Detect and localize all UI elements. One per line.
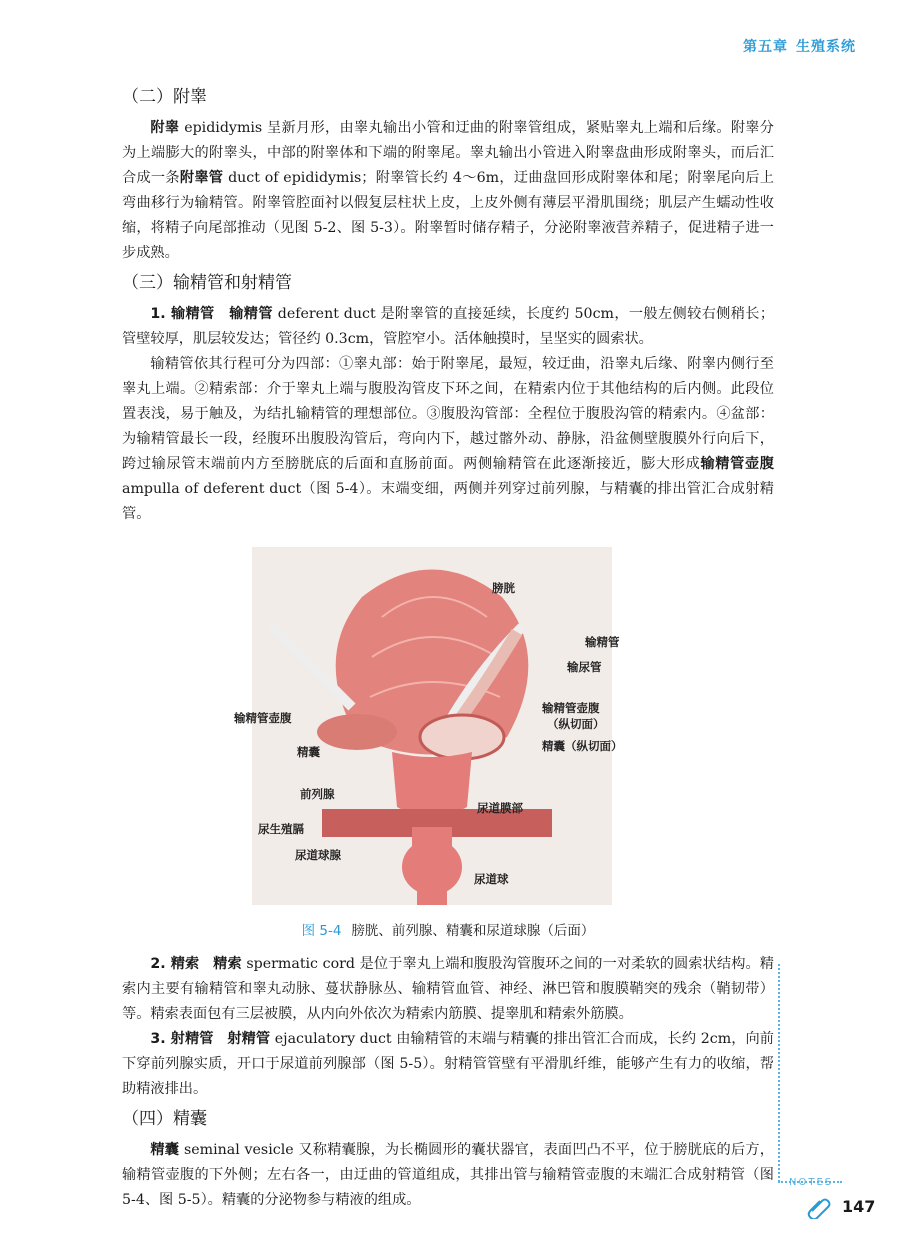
term-ejaculatory: 射精管 xyxy=(227,1031,271,1047)
text-seminal-vesicle: seminal vesicle 又称精囊腺，为长椭圆形的囊状器官，表面凹凸不平，位于膀胱底的后方，输精管壶腹的下外侧；左右各一，由迂曲的管道组成，其排出管与输精管壶腹的末端汇合成射精管（图 5-4、图 5-5）。精囊的分泌物参与精液的组成。 xyxy=(122,1142,774,1208)
figure-caption-text: 膀胱、前列腺、精囊和尿道球腺（后面） xyxy=(351,923,595,939)
term-cord: 精索 xyxy=(213,956,242,972)
paragraph-vas-1 xyxy=(122,302,774,352)
label-ampulla-right: 输精管壶腹 xyxy=(542,701,600,715)
figure-caption xyxy=(122,919,774,939)
label-ampulla-right-sub: （纵切面） xyxy=(547,717,605,731)
paperclip-icon xyxy=(806,1193,832,1219)
term-epididymal-duct: 附睾管 xyxy=(179,170,224,186)
figure-number: 图 5-4 xyxy=(301,923,342,939)
text-vas-2: 输精管依其行程可分为四部：①睾丸部：始于附睾尾，最短，较迂曲，沿睾丸后缘、附睾内侧行至睾丸上端。②精索部：介于睾丸上端与腹股沟管皮下环之间，在精索内位于其他结构的后内侧。此段位置表浅，易于触及，为结扎输精管的理想部位。③腹股沟管部：全程位于腹股沟管的精索内。④盆部：为输精管最长一段，经腹环出腹股沟管后，弯向内下，越过髂外动、静脉，沿盆侧壁腹膜外行向后下，跨过输尿管末端前内方至膀胱底的后面和直肠前面。两侧输精管在此逐渐接近，膨大形成 xyxy=(122,356,774,472)
label-seminal-left: 精囊 xyxy=(297,745,320,759)
label-ureter: 输尿管 xyxy=(567,660,602,674)
paragraph-vas-2 xyxy=(122,352,774,527)
term-epididymis: 附睾 xyxy=(150,120,180,136)
label-ampulla-left: 输精管壶腹 xyxy=(234,711,292,725)
label-membranous-urethra: 尿道膜部 xyxy=(477,801,523,815)
paragraph-epididymis xyxy=(122,116,774,266)
subheading-cord: 2. 精索 xyxy=(150,956,200,972)
text-vas-3: ampulla of deferent duct（图 5-4）。末端变细，两侧并列穿过前列腺，与精囊的排出管汇合成射精管。 xyxy=(122,481,774,522)
subheading-vas: 1. 输精管 xyxy=(150,306,215,322)
notes-margin-line xyxy=(778,964,780,1182)
text-epididymis-1: epididymis 呈新月形，由睾丸输出小管和迂曲的附睾管组成，紧贴睾丸上端和后缘。附睾分为上端膨大的附睾头，中部的附睾体和下端的附睾尾。睾丸输出小管进入附睾盘曲形成附睾头，而后汇合成一条 xyxy=(122,120,774,186)
paragraph-ejaculatory-duct xyxy=(122,1027,774,1102)
page-body xyxy=(122,84,774,1213)
notes-label: NOTES xyxy=(789,1177,834,1188)
heading-epididymis: （二）附睾 xyxy=(122,87,207,107)
text-ejaculatory: ejaculatory duct 由输精管的末端与精囊的排出管汇合而成，长约 2cm，向前下穿前列腺实质，开口于尿道前列腺部（图 5-5）。射精管管壁有平滑肌纤维，能够产生有力的收缩，帮助精液排出。 xyxy=(122,1031,774,1097)
term-ampulla: 输精管壶腹 xyxy=(700,456,774,472)
label-prostate: 前列腺 xyxy=(300,787,335,801)
paragraph-spermatic-cord xyxy=(122,952,774,1027)
label-urethral-bulb: 尿道球 xyxy=(474,872,509,886)
figure-5-4 xyxy=(122,547,774,952)
label-bulbourethral-gland: 尿道球腺 xyxy=(295,848,341,862)
label-vas-right: 输精管 xyxy=(585,635,620,649)
label-bladder: 膀胱 xyxy=(492,581,515,595)
label-urogenital-diaphragm: 尿生殖膈 xyxy=(258,822,304,836)
text-vas-1: deferent duct 是附睾管的直接延续，长度约 50cm，一般左侧较右侧稍长；管壁较厚，肌层较发达；管径约 0.3cm，管腔窄小。活体触摸时，呈坚实的圆索状。 xyxy=(122,306,775,347)
subheading-ejaculatory: 3. 射精管 xyxy=(150,1031,214,1047)
term-vas: 输精管 xyxy=(229,306,273,322)
term-seminal-vesicle: 精囊 xyxy=(150,1142,180,1158)
chapter-number: 第五章 xyxy=(743,39,788,55)
text-cord: spermatic cord 是位于睾丸上端和腹股沟管腹环之间的一对柔软的圆索状结构。精索内主要有输精管和睾丸动脉、蔓状静脉丛、输精管血管、神经、淋巴管和腹膜鞘突的残余（鞘韧带）等。精索表面包有三层被膜，从内向外依次为精索内筋膜、提睾肌和精索外筋膜。 xyxy=(122,956,774,1022)
text-epididymis-2: duct of epididymis；附睾管长约 4～6m，迂曲盘回形成附睾体和尾；附睾尾向后上弯曲移行为输精管。附睾管腔面衬以假复层柱状上皮，上皮外侧有薄层平滑肌围绕；肌层产生蠕动性收缩，将精子向尾部推动（见图 5-2、图 5-3）。附睾暂时储存精子，分泌附睾液营养精子，促进精子进一步成熟。 xyxy=(122,170,774,261)
paragraph-seminal-vesicle xyxy=(122,1138,774,1213)
heading-seminal-vesicle: （四）精囊 xyxy=(122,1109,207,1129)
running-head xyxy=(735,36,856,56)
page-number: 147 xyxy=(842,1197,876,1216)
chapter-title: 生殖系统 xyxy=(796,39,856,55)
label-seminal-right: 精囊（纵切面） xyxy=(542,739,623,753)
heading-vas-deferens: （三）输精管和射精管 xyxy=(122,273,292,293)
